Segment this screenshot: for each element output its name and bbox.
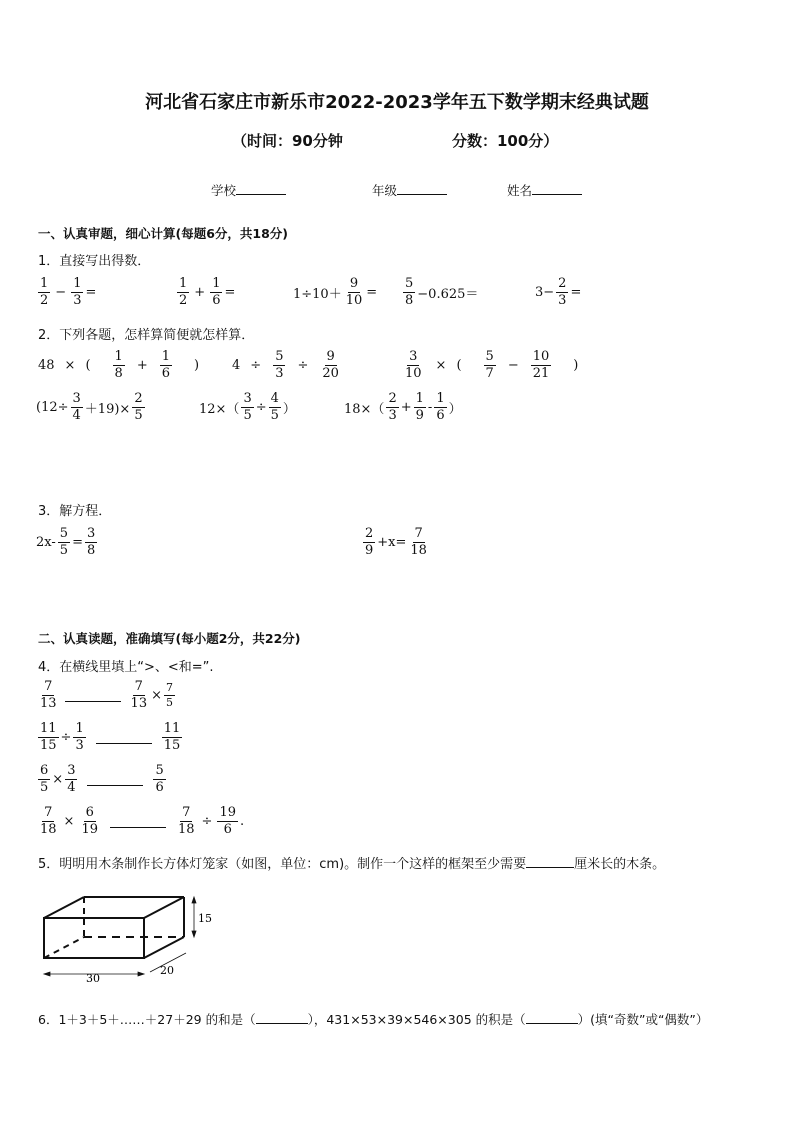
fraction: $\frac{5}{8}$ — [405, 276, 414, 309]
fraction: $\frac{7}{18}$ — [410, 526, 427, 559]
q2-item-4: (12÷ $\frac{3}{4}$ ＋19)× $\frac{2}{5}$ — [36, 391, 143, 424]
fraction: $\frac{4}{5}$ — [270, 391, 279, 424]
q5-text: 5．明明用木条制作长方体灯笼家（如图，单位：cm)。制作一个这样的框架至少需要 厘米长的木条。 — [38, 857, 666, 872]
q4-row-4: $\frac{7}{18}$ × $\frac{6}{19}$ $\frac{7}{18}$ ÷ $\frac{19}{6}$ . — [40, 805, 245, 838]
q1-item-1: $\frac{1}{2}$ − $\frac{1}{3}$ = — [40, 276, 97, 309]
fraction: $\frac{5}{3}$ — [275, 349, 284, 382]
q1-label: 1．直接写出得数． — [38, 254, 151, 269]
fraction: $\frac{1}{3}$ — [73, 276, 82, 309]
grade-label: 年级 — [372, 183, 398, 198]
q2-item-5: 12×（ $\frac{3}{5}$ ÷ $\frac{4}{5}$ ） — [199, 391, 296, 424]
q1-item-3: 1÷10＋ $\frac{9}{10}$ = — [293, 276, 378, 309]
fraction: $\frac{11}{15}$ — [163, 721, 181, 754]
q2-label: 2．下列各题，怎样算简便就怎样算． — [38, 328, 255, 343]
q4-row-3: $\frac{6}{5}$ × $\frac{3}{4}$ $\frac{5}{6}$ — [40, 763, 164, 796]
q2-item-1: 48 × ( $\frac{1}{8}$ + $\frac{1}{6}$ ) — [38, 349, 200, 382]
fraction: $\frac{1}{2}$ — [40, 276, 49, 309]
q6-blank-2[interactable] — [526, 1022, 578, 1024]
length-label: 30 — [86, 972, 100, 985]
fraction: $\frac{7}{18}$ — [178, 805, 195, 838]
fraction: $\frac{1}{2}$ — [179, 276, 188, 309]
grade-field — [372, 181, 447, 199]
fraction: $\frac{19}{6}$ — [219, 805, 236, 838]
q1-item-5: 3− $\frac{2}{3}$ = — [535, 276, 582, 309]
cuboid-edge — [144, 937, 184, 958]
section1-heading: 一、认真审题，细心计算(每题6分，共18分) — [38, 226, 289, 241]
school-field — [211, 181, 286, 199]
width-label: 20 — [160, 964, 174, 977]
fraction: $\frac{5}{6}$ — [155, 763, 164, 796]
q2-item-2: 4 ÷ $\frac{5}{3}$ ÷ $\frac{9}{20}$ — [232, 349, 339, 382]
q2-item-6: 18×（ $\frac{2}{3}$ + $\frac{1}{9}$ - $\frac{1}{6}$ ） — [344, 391, 462, 424]
q1-item-2: $\frac{1}{2}$ + $\frac{1}{6}$ = — [179, 276, 236, 309]
q3-equation-2: $\frac{2}{9}$ +x= $\frac{7}{18}$ — [365, 526, 427, 559]
q4-label: 4．在横线里填上“>、<和=”. — [38, 660, 214, 675]
q3-equation-1: 2x- $\frac{5}{5}$ = $\frac{3}{8}$ — [36, 526, 96, 559]
school-blank[interactable] — [236, 193, 286, 195]
q4-row-2: $\frac{11}{15}$ ÷ $\frac{1}{3}$ $\frac{11}{15}$ — [40, 721, 181, 754]
q1-item-4: $\frac{5}{8}$ −0.625＝ — [405, 276, 479, 309]
name-blank[interactable] — [532, 193, 582, 195]
fraction: $\frac{7}{18}$ — [40, 805, 57, 838]
fraction: $\frac{6}{5}$ — [40, 763, 49, 796]
fraction: $\frac{2}{5}$ — [134, 391, 143, 424]
cuboid-diagram — [36, 890, 216, 990]
fraction: $\frac{3}{4}$ — [67, 763, 76, 796]
fraction: $\frac{9}{20}$ — [322, 349, 339, 382]
fraction: $\frac{3}{10}$ — [405, 349, 422, 382]
school-label: 学校 — [211, 183, 237, 198]
cuboid-edge — [144, 897, 184, 918]
fraction: $\frac{3}{8}$ — [86, 526, 96, 559]
fraction: $\frac{6}{19}$ — [81, 805, 98, 838]
compare-blank[interactable] — [65, 701, 121, 702]
fraction: $\frac{3}{4}$ — [72, 391, 81, 424]
height-label: 15 — [198, 912, 212, 925]
compare-blank[interactable] — [110, 827, 166, 828]
fraction: $\frac{1}{3}$ — [75, 721, 84, 754]
name-field — [507, 181, 582, 199]
fraction: $\frac{1}{6}$ — [436, 391, 445, 424]
q6-text: 6．1＋3＋5＋……＋27＋29 的和是（ ），431×53×39×546×305 的积是（ ）(填“奇数”或“偶数”） — [38, 1012, 709, 1027]
grade-blank[interactable] — [397, 193, 447, 195]
fraction: $\frac{2}{9}$ — [365, 526, 374, 559]
q4-row-1: $\frac{7}{13}$ $\frac{7}{13}$ × $\frac{7}{5}$ — [40, 679, 173, 712]
q2-item-3: $\frac{3}{10}$ × ( $\frac{5}{7}$ − $\frac{10}{21}$ ) — [405, 349, 579, 382]
fraction: $\frac{2}{3}$ — [388, 391, 397, 424]
fraction: $\frac{10}{21}$ — [532, 349, 550, 382]
exam-time: （时间：90分钟 — [232, 132, 343, 150]
q6-blank-1[interactable] — [256, 1022, 308, 1024]
fraction: $\frac{11}{15}$ — [40, 721, 57, 754]
fraction: $\frac{7}{13}$ — [40, 679, 57, 712]
name-label: 姓名 — [507, 183, 533, 198]
exam-score: 分数：100分） — [452, 132, 559, 150]
fraction: $\frac{7}{13}$ — [130, 679, 148, 712]
fraction: $\frac{2}{3}$ — [558, 276, 567, 309]
fraction: $\frac{5}{7}$ — [485, 349, 494, 382]
compare-blank[interactable] — [87, 785, 143, 786]
fraction: $\frac{5}{5}$ — [59, 526, 69, 559]
fraction: $\frac{1}{9}$ — [415, 391, 424, 424]
fraction: $\frac{1}{6}$ — [212, 276, 221, 309]
compare-blank[interactable] — [96, 743, 152, 744]
q3-label: 3．解方程． — [38, 504, 112, 519]
cuboid-hidden-edge — [44, 937, 84, 958]
page-title: 河北省石家庄市新乐市2022-2023学年五下数学期末经典试题 — [145, 92, 649, 113]
fraction: $\frac{9}{10}$ — [345, 276, 363, 309]
fraction: $\frac{1}{8}$ — [114, 349, 123, 382]
fraction: $\frac{7}{5}$ — [166, 681, 173, 710]
fraction: $\frac{3}{5}$ — [243, 391, 252, 424]
q5-answer-blank[interactable] — [526, 866, 574, 868]
section2-heading: 二、认真读题，准确填写(每小题2分，共22分) — [38, 631, 301, 646]
cuboid-edge — [44, 897, 84, 918]
fraction: $\frac{1}{6}$ — [161, 349, 170, 382]
